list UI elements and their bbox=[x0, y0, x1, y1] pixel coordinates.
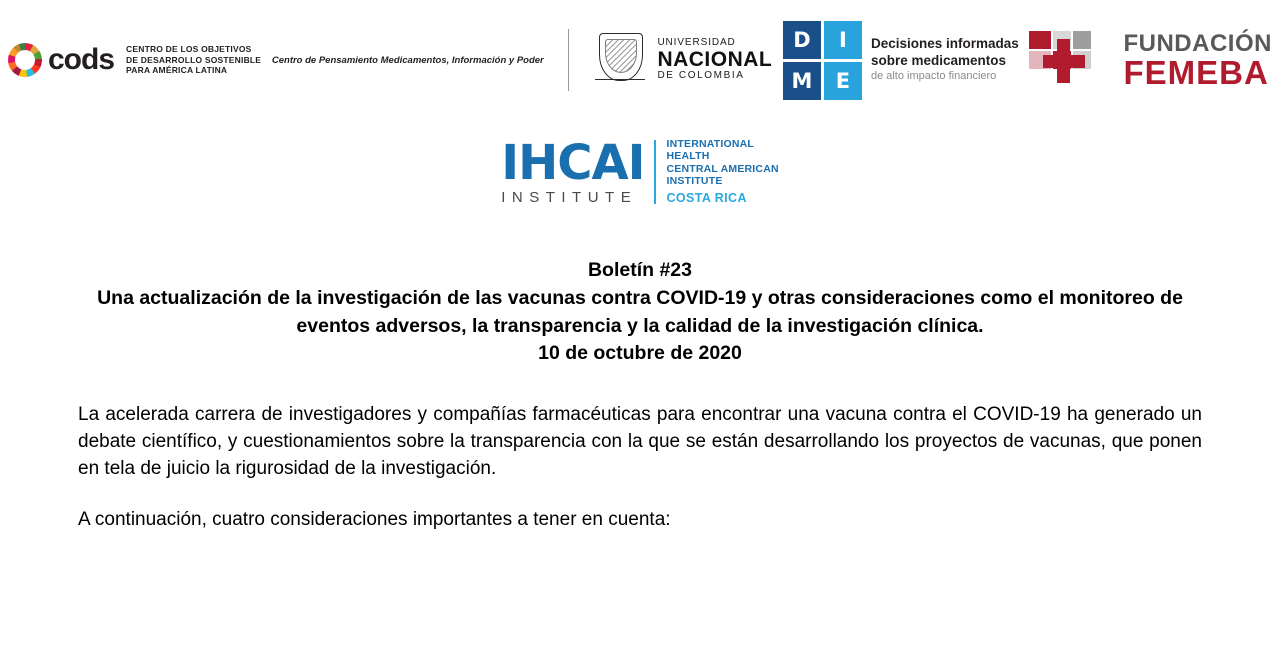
femeba-tile-3 bbox=[1073, 31, 1091, 49]
logo-header-strip bbox=[0, 0, 1280, 96]
dime-letter-m: M bbox=[783, 62, 821, 100]
document-date: 10 de octubre de 2020 bbox=[538, 342, 742, 365]
dime-tagline bbox=[871, 36, 1019, 84]
ihcai-descriptor-line-2: HEALTH bbox=[666, 150, 710, 163]
divider-left-unal bbox=[568, 29, 569, 91]
ihcai-wordmark bbox=[501, 134, 645, 206]
document-heading bbox=[78, 257, 1202, 368]
femeba-cross-icon bbox=[1029, 29, 1113, 91]
dime-letter-grid bbox=[783, 21, 862, 100]
dime-letter-d: D bbox=[783, 21, 821, 59]
centro-pensamiento-name: Centro de Pensamiento Medicamentos, Información y Poder bbox=[271, 54, 544, 66]
dime-tagline-line-3: de alto impacto financiero bbox=[870, 70, 997, 82]
cods-tagline-line-2: DE DESARROLLO SOSTENIBLE bbox=[126, 54, 262, 65]
logo-ihcai-row bbox=[0, 134, 1280, 206]
paragraph-lead-in: A continuación, cuatro consideraciones importantes a tener en cuenta: bbox=[78, 508, 671, 530]
cods-wordmark: cods bbox=[48, 43, 115, 76]
document-body bbox=[0, 257, 1280, 534]
page-title: Una actualización de la investigación de las vacunas contra COVID-19 y otras consideraciones como el monitoreo de eventos adversos, la transparencia y la calidad de la investigación clínica. bbox=[97, 286, 1183, 337]
logo-universidad-nacional bbox=[554, 29, 772, 91]
ihcai-country: COSTA RICA bbox=[666, 190, 747, 205]
femeba-line-1: FUNDACIÓN bbox=[1123, 29, 1272, 57]
cods-tagline-line-1: CENTRO DE LOS OBJETIVOS bbox=[126, 43, 252, 54]
dime-tagline-line-2: sobre medicamentos bbox=[870, 53, 1006, 69]
logo-centro-pensamiento bbox=[272, 55, 544, 66]
cods-tagline bbox=[126, 44, 261, 77]
ihcai-descriptor bbox=[666, 138, 778, 205]
unal-line-1: UNIVERSIDAD bbox=[657, 37, 736, 49]
logo-cods bbox=[8, 43, 261, 77]
ihcai-divider bbox=[654, 140, 656, 204]
femeba-wordmark bbox=[1123, 29, 1272, 91]
logo-fundacion-femeba bbox=[1029, 29, 1272, 91]
ihcai-descriptor-line-4: INSTITUTE bbox=[666, 175, 723, 188]
femeba-line-2: FEMEBA bbox=[1123, 53, 1269, 91]
university-seal-icon bbox=[593, 31, 647, 89]
ihcai-subword: INSTITUTE bbox=[501, 188, 638, 206]
ihcai-descriptor-line-1: INTERNATIONAL bbox=[666, 138, 755, 150]
unal-line-3: DE COLOMBIA bbox=[657, 70, 745, 82]
unal-line-2: NACIONAL bbox=[657, 47, 773, 71]
femeba-tile-1 bbox=[1029, 31, 1051, 49]
unal-wordmark bbox=[657, 38, 772, 81]
logo-ihcai bbox=[501, 134, 779, 206]
cods-tagline-line-3: PARA AMÉRICA LATINA bbox=[126, 65, 228, 76]
sdg-color-wheel-icon bbox=[8, 43, 42, 77]
dime-letter-i: I bbox=[824, 21, 862, 59]
bulletin-number: Boletín #23 bbox=[587, 259, 693, 282]
dime-tagline-line-1: Decisiones informadas bbox=[870, 36, 1019, 52]
femeba-cross-horizontal bbox=[1043, 55, 1085, 68]
ihcai-descriptor-line-3: CENTRAL AMERICAN bbox=[666, 162, 779, 175]
seal-base-line bbox=[595, 79, 645, 88]
dime-letter-e: E bbox=[824, 62, 862, 100]
logo-dime bbox=[783, 21, 1019, 100]
ihcai-acronym: IHCAI bbox=[501, 134, 645, 191]
paragraph-intro: La acelerada carrera de investigadores y compañías farmacéuticas para encontrar una vacuna contra el COVID-19 ha generado un debate científico, y cuestionamientos sobre la transparencia con la que se están desarrollando los proyectos de vacunas, que ponen en tela de juicio la rigurosidad de la investigación. bbox=[78, 404, 1202, 479]
